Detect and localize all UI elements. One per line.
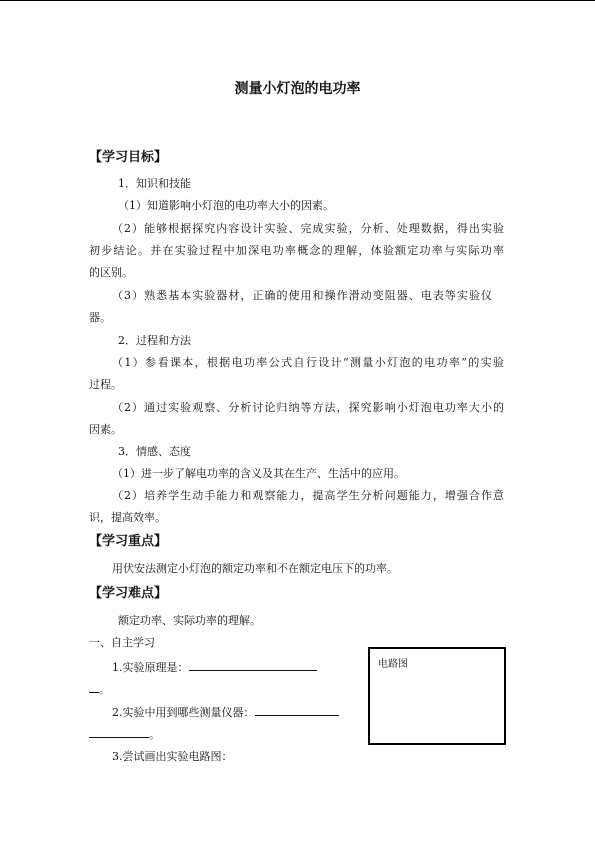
process-item-1-line-1: （1）参看课本，根据电功率公式自行设计“测量小灯泡的电功率”的实验 [112,356,504,369]
circuit-diagram-box[interactable] [368,647,506,745]
knowledge-item-2-line-2: 初步结论。并在实验过程中加深电功率概念的理解，体验额定功率与实际功率 [89,244,504,257]
key-points-text: 用伏安法测定小灯泡的额定功率和不在额定电压下的功率。 [112,562,398,575]
process-item-2-line-2: 因素。 [89,423,122,436]
attitude-heading: 3．情感、态度 [118,445,191,458]
difficulty-heading: 【学习难点】 [89,586,168,601]
learning-goals-heading: 【学习目标】 [89,150,168,165]
question-1-period: 。 [99,683,110,696]
process-item-2-line-1: （2）通过实验观察、分析讨论归纳等方法，探究影响小灯泡电功率大小的 [112,401,504,414]
knowledge-item-2-line-1: （2）能够根据探究内容设计实验、完成实验，分析、处理数据，得出实验 [112,222,504,235]
knowledge-item-2-line-3: 的区别。 [89,266,133,279]
question-1-answer-blank[interactable] [189,660,317,671]
process-item-1-line-2: 过程。 [89,378,122,391]
knowledge-item-3-line-2: 器。 [89,311,111,324]
question-3: 3.尝试画出实验电路图： [112,750,233,763]
question-1-label: 1.实验原理是： [112,661,189,674]
self-study-heading: 一、自主学习 [89,636,155,649]
key-points-heading: 【学习重点】 [89,534,168,549]
knowledge-item-1: （1）知道影响小灯泡的电功率大小的因素。 [118,199,334,212]
difficulty-text: 额定功率、实际功率的理解。 [118,614,261,627]
circuit-diagram-label: 电路图 [378,659,408,670]
attitude-item-2-line-1: （2）培养学生动手能力和观察能力，提高学生分析问题能力，增强合作意 [112,489,504,502]
knowledge-skills-heading: 1．知识和技能 [118,177,191,190]
question-1-answer-blank-cont[interactable] [89,682,99,693]
question-2-label: 2.实验中用到哪些测量仪器： [112,706,255,719]
question-2-continuation [89,726,160,742]
knowledge-item-3-line-1: （3）熟悉基本实验器材，正确的使用和操作滑动变阻器、电表等实验仪 [112,289,492,302]
question-1 [112,659,317,675]
attitude-item-2-line-2: 识，提高效率。 [89,511,166,524]
page-title: 测量小灯泡的电功率 [234,81,361,97]
attitude-item-1: （1）进一步了解电功率的含义及其在生产、生活中的应用。 [112,467,405,480]
question-2-answer-blank-cont[interactable] [89,727,149,738]
question-2 [112,704,339,720]
process-methods-heading: 2．过程和方法 [118,334,191,347]
page-top-border [0,0,595,1]
question-2-period: 。 [149,728,160,741]
question-1-continuation [89,681,110,697]
question-2-answer-blank[interactable] [255,705,339,716]
